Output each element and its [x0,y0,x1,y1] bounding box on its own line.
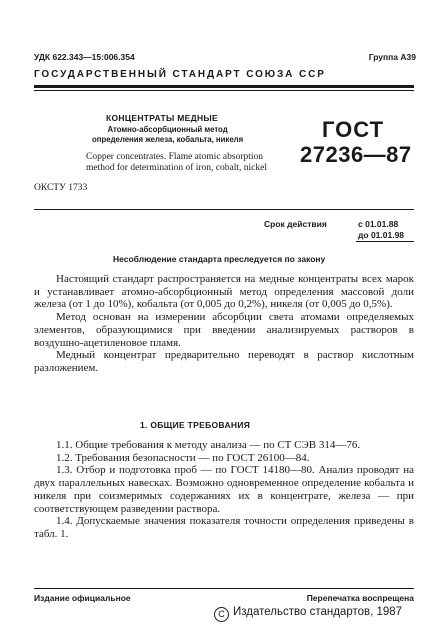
requirement-item: 1.1. Общие требования к методу анализа — по СТ СЭВ 314—76. [56,439,361,451]
section-divider [34,209,414,210]
validity-to: до 01.01.98 [358,230,405,240]
legal-warning: Несоблюдение стандарта преследуется по закону [113,254,326,264]
section-heading: 1. ОБЩИЕ ТРЕБОВАНИЯ [140,420,251,430]
validity-label: Срок действия [264,219,327,229]
group-code: Группа А39 [368,52,416,62]
intro-paragraph: Медный концентрат предварительно переводят в раствор кислотным разложением. [34,349,414,374]
requirements-text [34,439,414,541]
validity-underline [356,241,414,242]
english-title-line-2: method for determination of iron, cobalt, nickel [86,162,267,173]
subtitle-line-1: Атомно-абсорбционный метод [107,125,228,134]
intro-paragraph: Метод основан на измерении абсорбции света атомами определяемых элементов, образующимися при введении анализируемых растворов в воздушно-ацетиленовое пламя. [34,311,414,349]
footer-rule [34,588,414,589]
english-title-line-1: Copper concentrates. Flame atomic absorption [86,152,264,162]
copyright-line [214,606,402,622]
udk-code: УДК 622.343—15:006.354 [34,52,135,62]
edition-note: Издание официальное [34,593,131,603]
header-rule-thick [34,85,414,88]
reprint-note: Перепечатка воспрещена [306,593,414,603]
intro-paragraph: Настоящий стандарт распространяется на медные концентраты всех марок и устанавливает атомно-абсорбционный метод определения массовой доли железа (от 1 до 10%), кобальта (от 0,005 до 0,2%), никеля (от 0,005 до 0,5%). [34,273,414,311]
document-subtitle [92,125,243,144]
copyright-icon: C [214,607,229,622]
requirement-item: 1.4. Допускаемые значения показателя точности определения приведены в табл. 1. [34,515,414,540]
okstu-code: ОКСТУ 1733 [34,183,88,193]
subtitle-line-2: определения железа, кобальта, никеля [92,134,244,144]
state-standard-banner: ГОСУДАРСТВЕННЫЙ СТАНДАРТ СОЮЗА ССР [34,69,326,80]
gost-number: 27236—87 [300,142,412,167]
english-title [86,152,267,173]
requirement-item: 1.3. Отбор и подготовка проб — по ГОСТ 14180—80. Анализ проводят на двух параллельных навесках. Возможно одновременное определение кобальта и никеля при соизмеримых содержаниях их в концентрате, железа — при соответствующем разведении раствора. [34,464,414,515]
copyright-text: Издательство стандартов, 1987 [233,606,403,618]
gost-label: ГОСТ [322,117,385,142]
document-title: КОНЦЕНТРАТЫ МЕДНЫЕ [106,113,218,123]
validity-from: с 01.01.88 [358,219,399,229]
intro-text [34,273,414,375]
header-rule-thin [34,90,414,91]
requirement-item: 1.2. Требования безопасности — по ГОСТ 26100—84. [56,451,310,464]
